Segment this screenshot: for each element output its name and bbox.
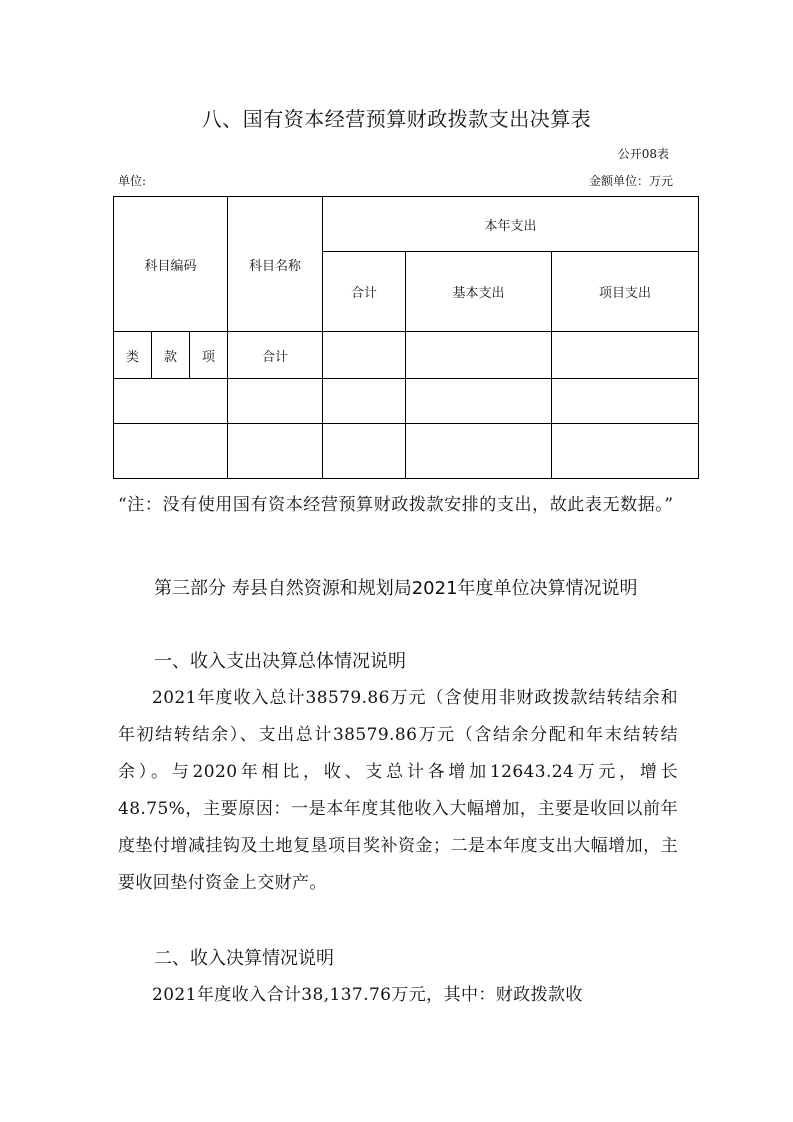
table-cell bbox=[323, 379, 406, 424]
section2-heading: 二、收入决算情况说明 bbox=[154, 948, 334, 969]
unit-label: 单位: bbox=[118, 174, 147, 188]
table-cell bbox=[323, 424, 406, 479]
table-cell bbox=[114, 379, 228, 424]
row-total-label: 合计 bbox=[228, 332, 323, 379]
header-total: 合计 bbox=[323, 252, 406, 332]
header-subject-name: 科目名称 bbox=[228, 197, 323, 332]
section1-paragraph: 2021年度收入总计38579.86万元（含使用非财政拨款结转结余和年初结转结余）、支出总计38579.86万元（含结余分配和年末结转结余）。与2020年相比，收、支总计各增加12643.24万元，增长48.75%，主要原因：一是本年度其他收入大幅增加，主要是收回以前年度垫付增减挂钩及土地复垦项目奖补资金；二是本年度支出大幅增加，主要收回垫付资金上交财产。 bbox=[118, 688, 678, 893]
header-subject-code: 科目编码 bbox=[114, 197, 228, 332]
table-cell bbox=[552, 424, 699, 479]
table-cell bbox=[114, 424, 228, 479]
table-cell bbox=[552, 379, 699, 424]
header-basic-expenditure: 基本支出 bbox=[406, 252, 552, 332]
header-kuan: 款 bbox=[152, 332, 190, 379]
part3-heading: 第三部分 寿县自然资源和规划局2021年度单位决算情况说明 bbox=[154, 578, 638, 599]
page-title: 八、国有资本经营预算财政拨款支出决算表 bbox=[201, 107, 592, 131]
table-cell bbox=[406, 379, 552, 424]
section1-heading: 一、收入支出决算总体情况说明 bbox=[154, 651, 406, 672]
header-year-expenditure: 本年支出 bbox=[323, 197, 699, 252]
table-cell bbox=[228, 424, 323, 479]
amount-unit: 金额单位：万元 bbox=[588, 174, 673, 188]
section2-paragraph: 2021年度收入合计38,137.76万元，其中：财政拨款收 bbox=[152, 985, 583, 1005]
table-cell bbox=[228, 379, 323, 424]
header-lei: 类 bbox=[114, 332, 152, 379]
table-row bbox=[114, 379, 699, 424]
table-cell bbox=[406, 424, 552, 479]
table-row bbox=[114, 424, 699, 479]
expenditure-table bbox=[113, 196, 699, 479]
table-note: “注：没有使用国有资本经营预算财政拨款安排的支出，故此表无数据。” bbox=[118, 495, 674, 515]
table-cell bbox=[552, 332, 699, 379]
header-project-expenditure: 项目支出 bbox=[552, 252, 699, 332]
form-number: 公开08表 bbox=[617, 147, 669, 161]
header-xiang: 项 bbox=[190, 332, 228, 379]
table-cell bbox=[406, 332, 552, 379]
table-cell bbox=[323, 332, 406, 379]
